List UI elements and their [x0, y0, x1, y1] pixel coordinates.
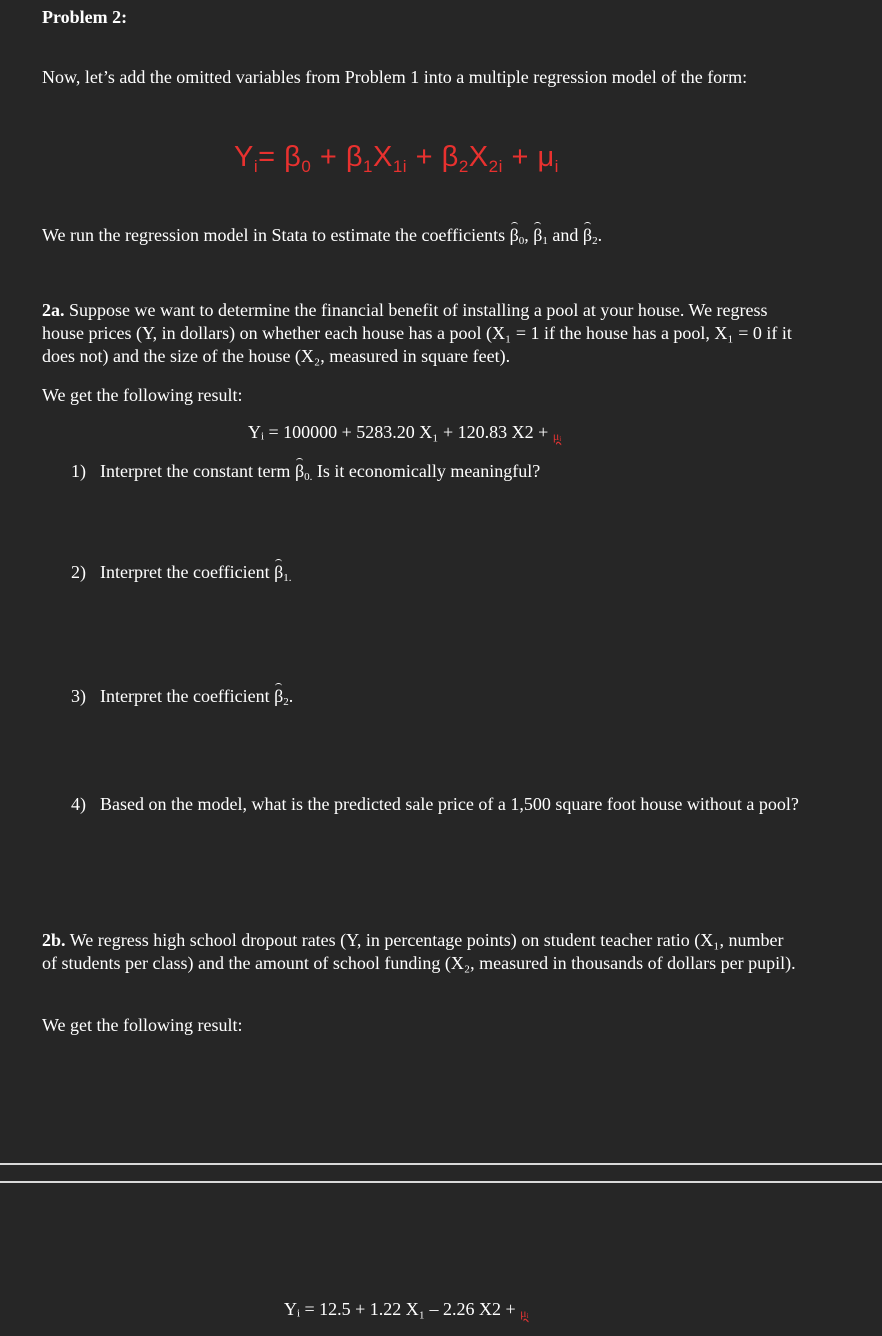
eq-y: Y — [234, 141, 254, 173]
beta1-hat-sub: 1 — [542, 235, 548, 247]
beta1-hat: β — [533, 225, 543, 245]
eq-beta1-sub: 1 — [363, 157, 373, 176]
q2a-item-1-text: Interpret the constant term — [100, 461, 295, 481]
q2b-paragraph — [42, 929, 802, 975]
beta2-hat-sub: 2 — [592, 235, 598, 247]
q2a-item-1-tail: Is it economically meaningful? — [312, 461, 541, 481]
q2a-item-4 — [71, 793, 801, 816]
eq-beta2-sub: 2 — [458, 157, 469, 176]
q2b-result-equation — [284, 1299, 529, 1321]
eq-beta1: β — [345, 141, 364, 173]
q2a-item-1-num: 1) — [71, 461, 86, 481]
q2a-item-4-num: 4) — [71, 794, 86, 814]
q2a-item-3-tail: . — [288, 686, 294, 706]
divider-rule-top — [0, 1163, 882, 1165]
q2a-text: Suppose we want to determine the financial benefit of installing a pool at your house. We regress house prices (Y, in dollars) on whether each house has a pool (X₁ = 1 if the house has a pool, X₁ = 0 if it does not) and the size of the house (X₂, measured in square feet). — [42, 300, 792, 366]
run-text: We run the regression model in Stata to estimate the coefficients — [42, 225, 510, 245]
q2a-item-3-num: 3) — [71, 686, 86, 706]
model-equation — [234, 141, 559, 177]
q2a-result-mu: μᵢ — [552, 429, 562, 443]
eq-x1-sub: 1i — [392, 157, 408, 176]
run-and: and — [547, 225, 583, 245]
run-regression-text — [42, 225, 602, 247]
eq-beta0: β — [284, 141, 302, 173]
eq-y-sub: i — [253, 157, 259, 176]
q2a-item-1 — [71, 461, 540, 483]
q2a-item-3 — [71, 686, 293, 708]
eq-x2-sub: 2i — [488, 157, 503, 176]
eq-beta0-sub: 0 — [301, 157, 312, 176]
q2a-result-intro: We get the following result: — [42, 385, 243, 405]
q2a-paragraph — [42, 299, 802, 368]
beta0-hat-sub: 0 — [518, 235, 525, 247]
eq-x2: X — [468, 141, 489, 173]
q2a-item-3-coef-sub: 2 — [283, 696, 289, 708]
eq-plus2: + — [415, 141, 434, 173]
q2a-item-2 — [71, 562, 292, 584]
intro-paragraph: Now, let’s add the omitted variables from Problem 1 into a multiple regression model of the form: — [42, 67, 748, 87]
eq-mu: μ — [537, 141, 555, 173]
run-end: . — [597, 225, 603, 245]
q2b-label: 2b. — [42, 930, 66, 950]
q2a-item-1-coef: β — [294, 461, 305, 481]
beta2-hat: β — [582, 225, 593, 245]
q2b-result-mu: μᵢ — [520, 1306, 529, 1320]
q2a-result-equation — [248, 422, 561, 444]
q2a-item-2-coef: β — [274, 562, 284, 582]
eq-plus3: + — [511, 141, 529, 173]
q2b-result-eq-text: Yᵢ = 12.5 + 1.22 X₁ – 2.26 X2 + — [284, 1299, 521, 1319]
eq-equals: = — [258, 141, 276, 173]
q2a-item-3-text: Interpret the coefficient — [100, 686, 275, 706]
q2a-item-3-coef: β — [274, 686, 284, 706]
eq-mu-sub: i — [554, 157, 559, 176]
divider-rule-bottom — [0, 1181, 882, 1183]
q2b-text: We regress high school dropout rates (Y, in percentage points) on student teacher ratio (X₁, number of students per class) and the amount of school funding (X₂, measured in thousands of dollars per pupil). — [42, 930, 796, 973]
eq-beta2: β — [441, 141, 459, 173]
problem-title: Problem 2: — [42, 7, 128, 27]
run-sep1: , — [524, 225, 534, 245]
beta0-hat: β — [509, 225, 519, 245]
q2a-item-1-coef-sub: 0. — [304, 471, 313, 483]
q2a-item-4-text: Based on the model, what is the predicted sale price of a 1,500 square foot house without a pool? — [100, 794, 799, 814]
q2a-item-2-num: 2) — [71, 562, 86, 582]
q2a-result-eq-text: Yᵢ = 100000 + 5283.20 X₁ + 120.83 X2 + — [248, 422, 553, 442]
eq-x1: X — [373, 141, 393, 173]
q2a-item-2-text: Interpret the coefficient — [100, 562, 275, 582]
q2b-result-intro: We get the following result: — [42, 1015, 243, 1035]
q2a-item-2-coef-sub: 1. — [283, 572, 292, 584]
eq-plus1: + — [319, 141, 338, 173]
q2a-label: 2a. — [42, 300, 65, 320]
